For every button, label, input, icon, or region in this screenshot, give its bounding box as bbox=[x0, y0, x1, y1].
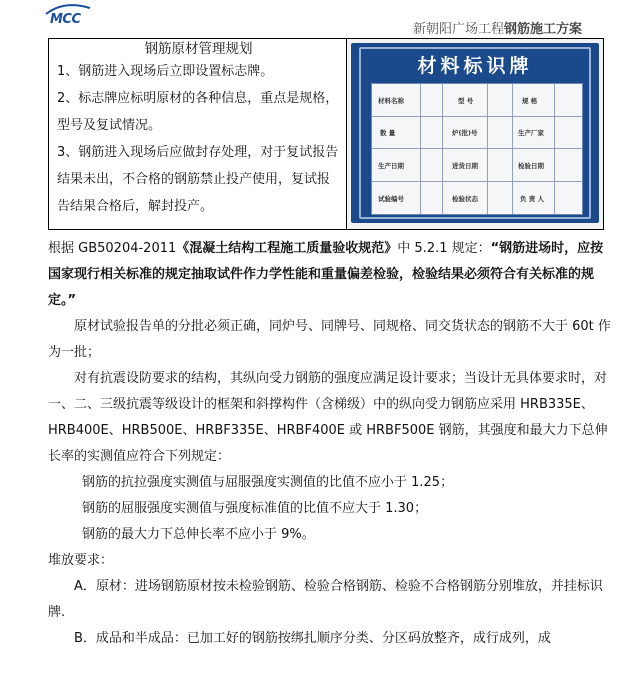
paragraph-spec-reference bbox=[48, 236, 612, 314]
sign-cell: 生产日期 bbox=[378, 162, 404, 170]
sign-grid-line bbox=[372, 116, 582, 117]
material-management-table bbox=[48, 38, 604, 230]
management-item-3: 3、钢筋进入现场后应做封存处理，对于复试报告结果未出，不合格的钢筋禁止投产使用，复试报告结果合格后，解封投产。 bbox=[57, 145, 339, 214]
sign-grid-line bbox=[372, 181, 582, 182]
rule-yield-ratio: 钢筋的屈服强度实测值与强度标准值的比值不应大于 1.30； bbox=[82, 501, 428, 516]
sign-grid-line bbox=[554, 84, 555, 214]
rule-tensile-ratio: 钢筋的抗拉强度实测值与屈服强度实测值的比值不应小于 1.25； bbox=[82, 475, 454, 490]
sign-grid-line bbox=[512, 84, 513, 214]
paragraph-batching: 原材试验报告单的分批必须正确，同炉号、同牌号、同规格、同交货状态的钢筋不大于 60t 作为一批； bbox=[48, 319, 611, 360]
company-logo: MCC bbox=[50, 12, 81, 27]
stacking-raw-material: A．原材：进场钢筋原材按未检验钢筋、检验合格钢筋、检验不合格钢筋分别堆放，并挂标识牌. bbox=[48, 579, 603, 620]
stacking-title: 堆放要求： bbox=[48, 553, 114, 568]
sign-grid bbox=[371, 83, 583, 215]
sign-title: 材料标识牌 bbox=[417, 55, 533, 77]
sign-grid-line bbox=[372, 148, 582, 149]
header-title-bold: 钢筋施工方案 bbox=[503, 22, 582, 37]
sign-cell: 型 号 bbox=[458, 97, 474, 105]
rule-elongation: 钢筋的最大力下总伸长率不应小于 9%。 bbox=[82, 527, 315, 542]
spec-clause: 中 5.2.1 规定： bbox=[397, 241, 491, 256]
sign-grid-line bbox=[420, 84, 421, 214]
paragraph-seismic: 对有抗震设防要求的结构，其纵向受力钢筋的强度应满足设计要求；当设计无具体要求时，对一、二、三级抗震等级设计的框架和斜撑构件（含梯级）中的纵向受力钢筋应采用 HRB335E、HRB400E、HRB500E、HRBF335E、HRBF400E 或 HRBF500E 钢筋，其强度和最大力下总伸长率的实测值应符合下列规定： bbox=[48, 371, 608, 464]
sign-cell: 规 格 bbox=[522, 97, 538, 105]
spec-prefix: 根据 GB50204-2011 bbox=[48, 241, 177, 256]
sign-cell: 试验编号 bbox=[378, 195, 404, 203]
spec-title: 《混凝土结构工程施工质量验收规范》 bbox=[176, 241, 398, 256]
sign-cell: 炉(批)号 bbox=[452, 129, 478, 137]
spec-quote: “钢筋进场时，应按国家现行相关标准的规定抽取试件作力学性能和重量偏差检验，检验结果必须符合有关标准的规定。” bbox=[48, 241, 604, 308]
body-text bbox=[48, 236, 612, 652]
stacking-finished-products: B．成品和半成品：已加工好的钢筋按绑扎顺序分类、分区码放整齐，成行成列，成 bbox=[74, 631, 551, 646]
sign-cell: 材料名称 bbox=[378, 97, 404, 105]
sign-cell: 负 责 人 bbox=[520, 195, 545, 203]
sign-cell: 检验日期 bbox=[518, 162, 544, 170]
material-sign-photo bbox=[351, 43, 599, 223]
management-plan-cell bbox=[49, 39, 347, 229]
sign-grid-line bbox=[487, 84, 488, 214]
management-plan-title: 钢筋原材管理规划 bbox=[144, 41, 253, 57]
sign-photo-cell bbox=[347, 39, 603, 229]
management-item-1: 1、钢筋进入现场后立即设置标志牌。 bbox=[57, 64, 274, 79]
sign-cell: 检验状态 bbox=[452, 195, 478, 203]
sign-cell: 数 量 bbox=[380, 129, 396, 137]
header-title-plain: 新朝阳广场工程 bbox=[412, 22, 504, 37]
management-item-2: 2、标志牌应标明原材的各种信息，重点是规格，型号及复试情况。 bbox=[57, 91, 339, 133]
sign-cell: 进货日期 bbox=[452, 162, 478, 170]
sign-grid-line bbox=[442, 84, 443, 214]
sign-cell: 生产厂家 bbox=[518, 129, 544, 137]
header-title bbox=[413, 18, 582, 37]
